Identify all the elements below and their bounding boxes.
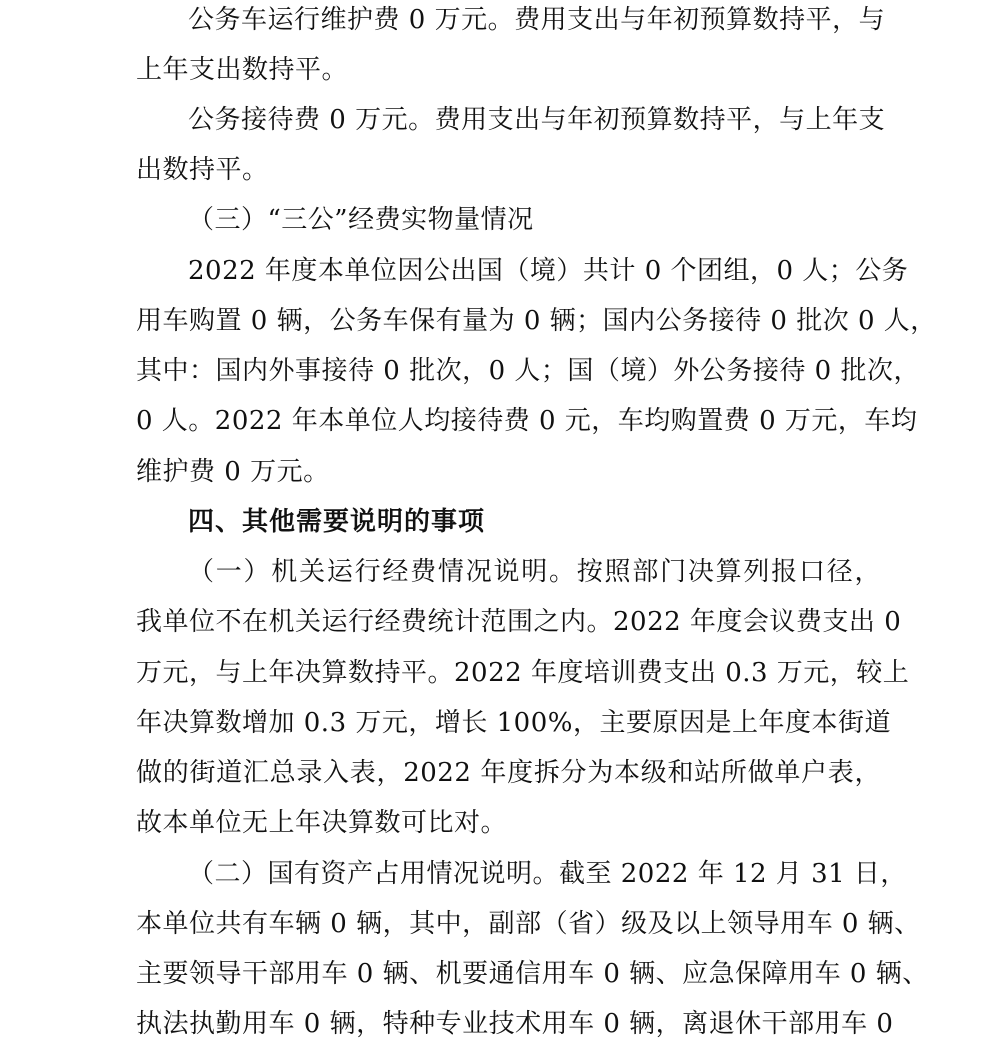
paragraph-line: 其中：国内外事接待 0 批次，0 人；国（境）外公务接待 0 批次， bbox=[136, 356, 920, 386]
paragraph-line: 本单位共有车辆 0 辆，其中，副部（省）级及以上领导用车 0 辆、 bbox=[136, 909, 921, 939]
paragraph-line: 0 人。2022 年本单位人均接待费 0 元，车均购置费 0 万元，车均 bbox=[136, 406, 918, 436]
paragraph-line: 执法执勤用车 0 辆，特种专业技术用车 0 辆，离退休干部用车 0 bbox=[136, 1009, 894, 1039]
paragraph-line: 主要领导干部用车 0 辆、机要通信用车 0 辆、应急保障用车 0 辆、 bbox=[136, 959, 929, 989]
paragraph-line: （一）机关运行经费情况说明。按照部门决算列报口径， bbox=[188, 557, 881, 587]
section-subheading: （三）“三公”经费实物量情况 bbox=[188, 205, 534, 235]
paragraph-line: 年决算数增加 0.3 万元，增长 100%，主要原因是上年度本街道 bbox=[136, 708, 891, 738]
paragraph-line: 我单位不在机关运行经费统计范围之内。2022 年度会议费支出 0 bbox=[136, 607, 902, 637]
paragraph-line: 万元，与上年决算数持平。2022 年度培训费支出 0.3 万元，较上 bbox=[136, 658, 910, 688]
paragraph-line: 公务接待费 0 万元。费用支出与年初预算数持平，与上年支 bbox=[188, 105, 886, 135]
paragraph-line: 2022 年度本单位因公出国（境）共计 0 个团组，0 人；公务 bbox=[188, 256, 909, 286]
paragraph-line: 故本单位无上年决算数可比对。 bbox=[136, 808, 508, 838]
paragraph-line: 出数持平。 bbox=[136, 155, 269, 185]
paragraph-line: 维护费 0 万元。 bbox=[136, 457, 330, 487]
paragraph-line: （二）国有资产占用情况说明。截至 2022 年 12 月 31 日， bbox=[188, 859, 907, 889]
paragraph-line: 上年支出数持平。 bbox=[136, 55, 349, 85]
paragraph-line: 做的街道汇总录入表，2022 年度拆分为本级和站所做单户表， bbox=[136, 758, 881, 788]
paragraph-line: 公务车运行维护费 0 万元。费用支出与年初预算数持平，与 bbox=[188, 5, 886, 35]
section-heading: 四、其他需要说明的事项 bbox=[188, 507, 486, 537]
paragraph-line: 用车购置 0 辆，公务车保有量为 0 辆；国内公务接待 0 批次 0 人， bbox=[136, 306, 937, 336]
